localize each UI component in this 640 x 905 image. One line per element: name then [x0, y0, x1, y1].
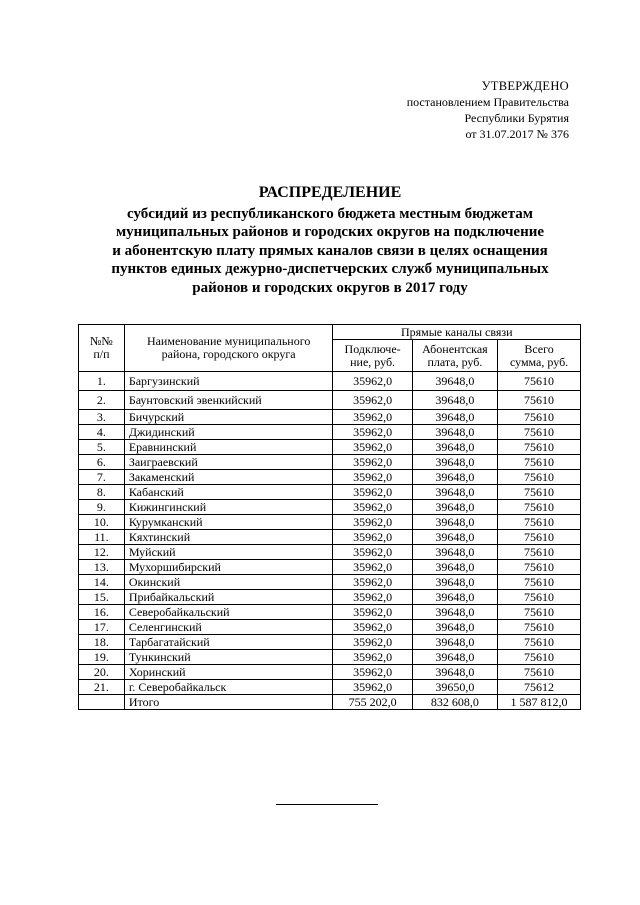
row-fee: 39650,0 — [412, 680, 497, 695]
row-connection: 35962,0 — [333, 485, 412, 500]
row-number: 10. — [79, 515, 125, 530]
row-connection: 35962,0 — [333, 575, 412, 590]
row-name: Закаменский — [124, 470, 333, 485]
table-total-row — [79, 695, 581, 710]
row-fee: 39648,0 — [412, 455, 497, 470]
row-fee: 39648,0 — [412, 560, 497, 575]
document-title: РАСПРЕДЕЛЕНИЕ — [258, 184, 402, 201]
table-row — [79, 620, 581, 635]
row-connection: 35962,0 — [333, 455, 412, 470]
row-total: 75610 — [498, 650, 581, 665]
row-connection: 35962,0 — [333, 372, 412, 391]
row-number: 18. — [79, 635, 125, 650]
table-row — [79, 680, 581, 695]
row-number: 9. — [79, 500, 125, 515]
document-subtitle-line-1: субсидий из республиканского бюджета местным бюджетам — [127, 205, 533, 222]
table-row — [79, 391, 581, 410]
table-row — [79, 500, 581, 515]
row-total: 75610 — [498, 665, 581, 680]
row-fee: 39648,0 — [412, 530, 497, 545]
row-number: 21. — [79, 680, 125, 695]
row-name: Селенгинский — [124, 620, 333, 635]
row-connection: 35962,0 — [333, 391, 412, 410]
row-connection: 35962,0 — [333, 530, 412, 545]
row-name: Баргузинский — [124, 372, 333, 391]
row-fee: 39648,0 — [412, 650, 497, 665]
row-number: 16. — [79, 605, 125, 620]
header-total-line-2: сумма, руб. — [509, 354, 569, 369]
header-name-line-2: района, городского округа — [161, 347, 296, 361]
header-total-line-1: Всего — [524, 341, 554, 356]
document-subtitle-line-5: районов и городских округов в 2017 году — [192, 279, 468, 296]
header-connection-line-1: Подключе- — [344, 341, 401, 356]
total-row-fee: 832 608,0 — [412, 695, 497, 710]
row-connection: 35962,0 — [333, 650, 412, 665]
row-total: 75610 — [498, 560, 581, 575]
row-number: 2. — [79, 391, 125, 410]
row-total: 75610 — [498, 425, 581, 440]
header-number — [79, 325, 125, 372]
row-total: 75610 — [498, 635, 581, 650]
table-row — [79, 560, 581, 575]
document-subtitle-line-4: пунктов единых дежурно-диспетчерских служб муниципальных — [111, 261, 549, 277]
document-subtitle-line-3: и абонентскую плату прямых каналов связи в целях оснащения — [112, 242, 548, 259]
row-total: 75610 — [498, 575, 581, 590]
total-row-label: Итого — [124, 695, 333, 710]
row-name: Кяхтинский — [124, 530, 333, 545]
row-fee: 39648,0 — [412, 515, 497, 530]
row-number: 15. — [79, 590, 125, 605]
header-connection-line-2: ние, руб. — [350, 354, 396, 369]
row-name: Еравнинский — [124, 440, 333, 455]
header-fee — [412, 340, 497, 372]
document-subtitle-line-2: муниципальных районов и городских округов на подключение — [115, 224, 545, 240]
row-total: 75610 — [498, 485, 581, 500]
row-fee: 39648,0 — [412, 635, 497, 650]
row-connection: 35962,0 — [333, 515, 412, 530]
row-fee: 39648,0 — [412, 425, 497, 440]
header-number-line-1: №№ — [89, 334, 113, 348]
row-fee: 39648,0 — [412, 620, 497, 635]
table-row — [79, 372, 581, 391]
row-name: Муйский — [124, 545, 333, 560]
header-name — [124, 325, 333, 372]
row-connection: 35962,0 — [333, 410, 412, 425]
table-row — [79, 575, 581, 590]
row-number: 4. — [79, 425, 125, 440]
row-fee: 39648,0 — [412, 410, 497, 425]
row-connection: 35962,0 — [333, 620, 412, 635]
table-row — [79, 410, 581, 425]
approval-stamp — [407, 78, 569, 142]
table-row — [79, 545, 581, 560]
table-row — [79, 650, 581, 665]
row-total: 75610 — [498, 605, 581, 620]
row-name: Хоринский — [124, 665, 333, 680]
header-total — [498, 340, 581, 372]
row-total: 75610 — [498, 470, 581, 485]
table-row — [79, 425, 581, 440]
row-fee: 39648,0 — [412, 590, 497, 605]
row-fee: 39648,0 — [412, 485, 497, 500]
row-fee: 39648,0 — [412, 665, 497, 680]
total-row-total: 1 587 812,0 — [498, 695, 581, 710]
row-name: Прибайкальский — [124, 590, 333, 605]
table-row — [79, 455, 581, 470]
row-name: Кабанский — [124, 485, 333, 500]
row-total: 75610 — [498, 410, 581, 425]
row-number: 1. — [79, 372, 125, 391]
row-number: 6. — [79, 455, 125, 470]
header-connection — [333, 340, 412, 372]
row-total: 75610 — [498, 372, 581, 391]
row-total: 75610 — [498, 515, 581, 530]
row-name: Баунтовский эвенкийский — [124, 391, 333, 410]
row-fee: 39648,0 — [412, 605, 497, 620]
table-row — [79, 470, 581, 485]
row-total: 75610 — [498, 545, 581, 560]
row-name: Джидинский — [124, 425, 333, 440]
approval-line-1: постановлением Правительства — [406, 95, 569, 109]
row-name: Окинский — [124, 575, 333, 590]
row-total: 75610 — [498, 440, 581, 455]
header-name-line-1: Наименование муниципального — [146, 334, 311, 348]
row-name: Кижингинский — [124, 500, 333, 515]
row-fee: 39648,0 — [412, 470, 497, 485]
row-number: 12. — [79, 545, 125, 560]
total-row-connection: 755 202,0 — [333, 695, 412, 710]
header-fee-line-1: Абонентская — [422, 341, 488, 356]
row-name: Заиграевский — [124, 455, 333, 470]
row-fee: 39648,0 — [412, 545, 497, 560]
header-group-channels: Прямые каналы связи — [333, 325, 581, 340]
row-connection: 35962,0 — [333, 635, 412, 650]
table-row — [79, 665, 581, 680]
row-fee: 39648,0 — [412, 575, 497, 590]
row-number: 5. — [79, 440, 125, 455]
distribution-table — [78, 324, 581, 710]
approval-title: УТВЕРЖДЕНО — [481, 79, 569, 93]
table-row — [79, 515, 581, 530]
table-row — [79, 440, 581, 455]
header-number-line-2: п/п — [93, 347, 110, 361]
row-name: Курумканский — [124, 515, 333, 530]
row-connection: 35962,0 — [333, 500, 412, 515]
row-connection: 35962,0 — [333, 470, 412, 485]
table-row — [79, 485, 581, 500]
row-connection: 35962,0 — [333, 680, 412, 695]
row-fee: 39648,0 — [412, 440, 497, 455]
row-total: 75610 — [498, 455, 581, 470]
table-row — [79, 605, 581, 620]
row-total: 75610 — [498, 620, 581, 635]
row-number: 19. — [79, 650, 125, 665]
row-number: 3. — [79, 410, 125, 425]
row-number: 20. — [79, 665, 125, 680]
row-number: 8. — [79, 485, 125, 500]
row-name: Северобайкальский — [124, 605, 333, 620]
row-number: 7. — [79, 470, 125, 485]
header-fee-line-2: плата, руб. — [427, 354, 483, 369]
row-connection: 35962,0 — [333, 590, 412, 605]
row-name: Тарбагатайский — [124, 635, 333, 650]
row-total: 75610 — [498, 530, 581, 545]
approval-line-2: Республики Бурятия — [464, 111, 569, 125]
document-heading — [80, 184, 580, 297]
approval-line-3: от 31.07.2017 № 376 — [465, 127, 569, 141]
row-number: 14. — [79, 575, 125, 590]
row-name: Бичурский — [124, 410, 333, 425]
row-number: 13. — [79, 560, 125, 575]
row-fee: 39648,0 — [412, 372, 497, 391]
row-fee: 39648,0 — [412, 391, 497, 410]
row-name: Мухоршибирский — [124, 560, 333, 575]
row-total: 75612 — [498, 680, 581, 695]
row-connection: 35962,0 — [333, 560, 412, 575]
row-connection: 35962,0 — [333, 545, 412, 560]
row-connection: 35962,0 — [333, 425, 412, 440]
row-number: 17. — [79, 620, 125, 635]
row-connection: 35962,0 — [333, 665, 412, 680]
row-number: 11. — [79, 530, 125, 545]
closing-rule-divider — [276, 804, 378, 805]
row-connection: 35962,0 — [333, 605, 412, 620]
row-name: Тункинский — [124, 650, 333, 665]
row-total: 75610 — [498, 500, 581, 515]
row-connection: 35962,0 — [333, 440, 412, 455]
row-total: 75610 — [498, 391, 581, 410]
row-total: 75610 — [498, 590, 581, 605]
total-row-number — [79, 695, 125, 710]
row-name: г. Северобайкальск — [124, 680, 333, 695]
table-row — [79, 590, 581, 605]
row-fee: 39648,0 — [412, 500, 497, 515]
table-row — [79, 530, 581, 545]
table-row — [79, 635, 581, 650]
